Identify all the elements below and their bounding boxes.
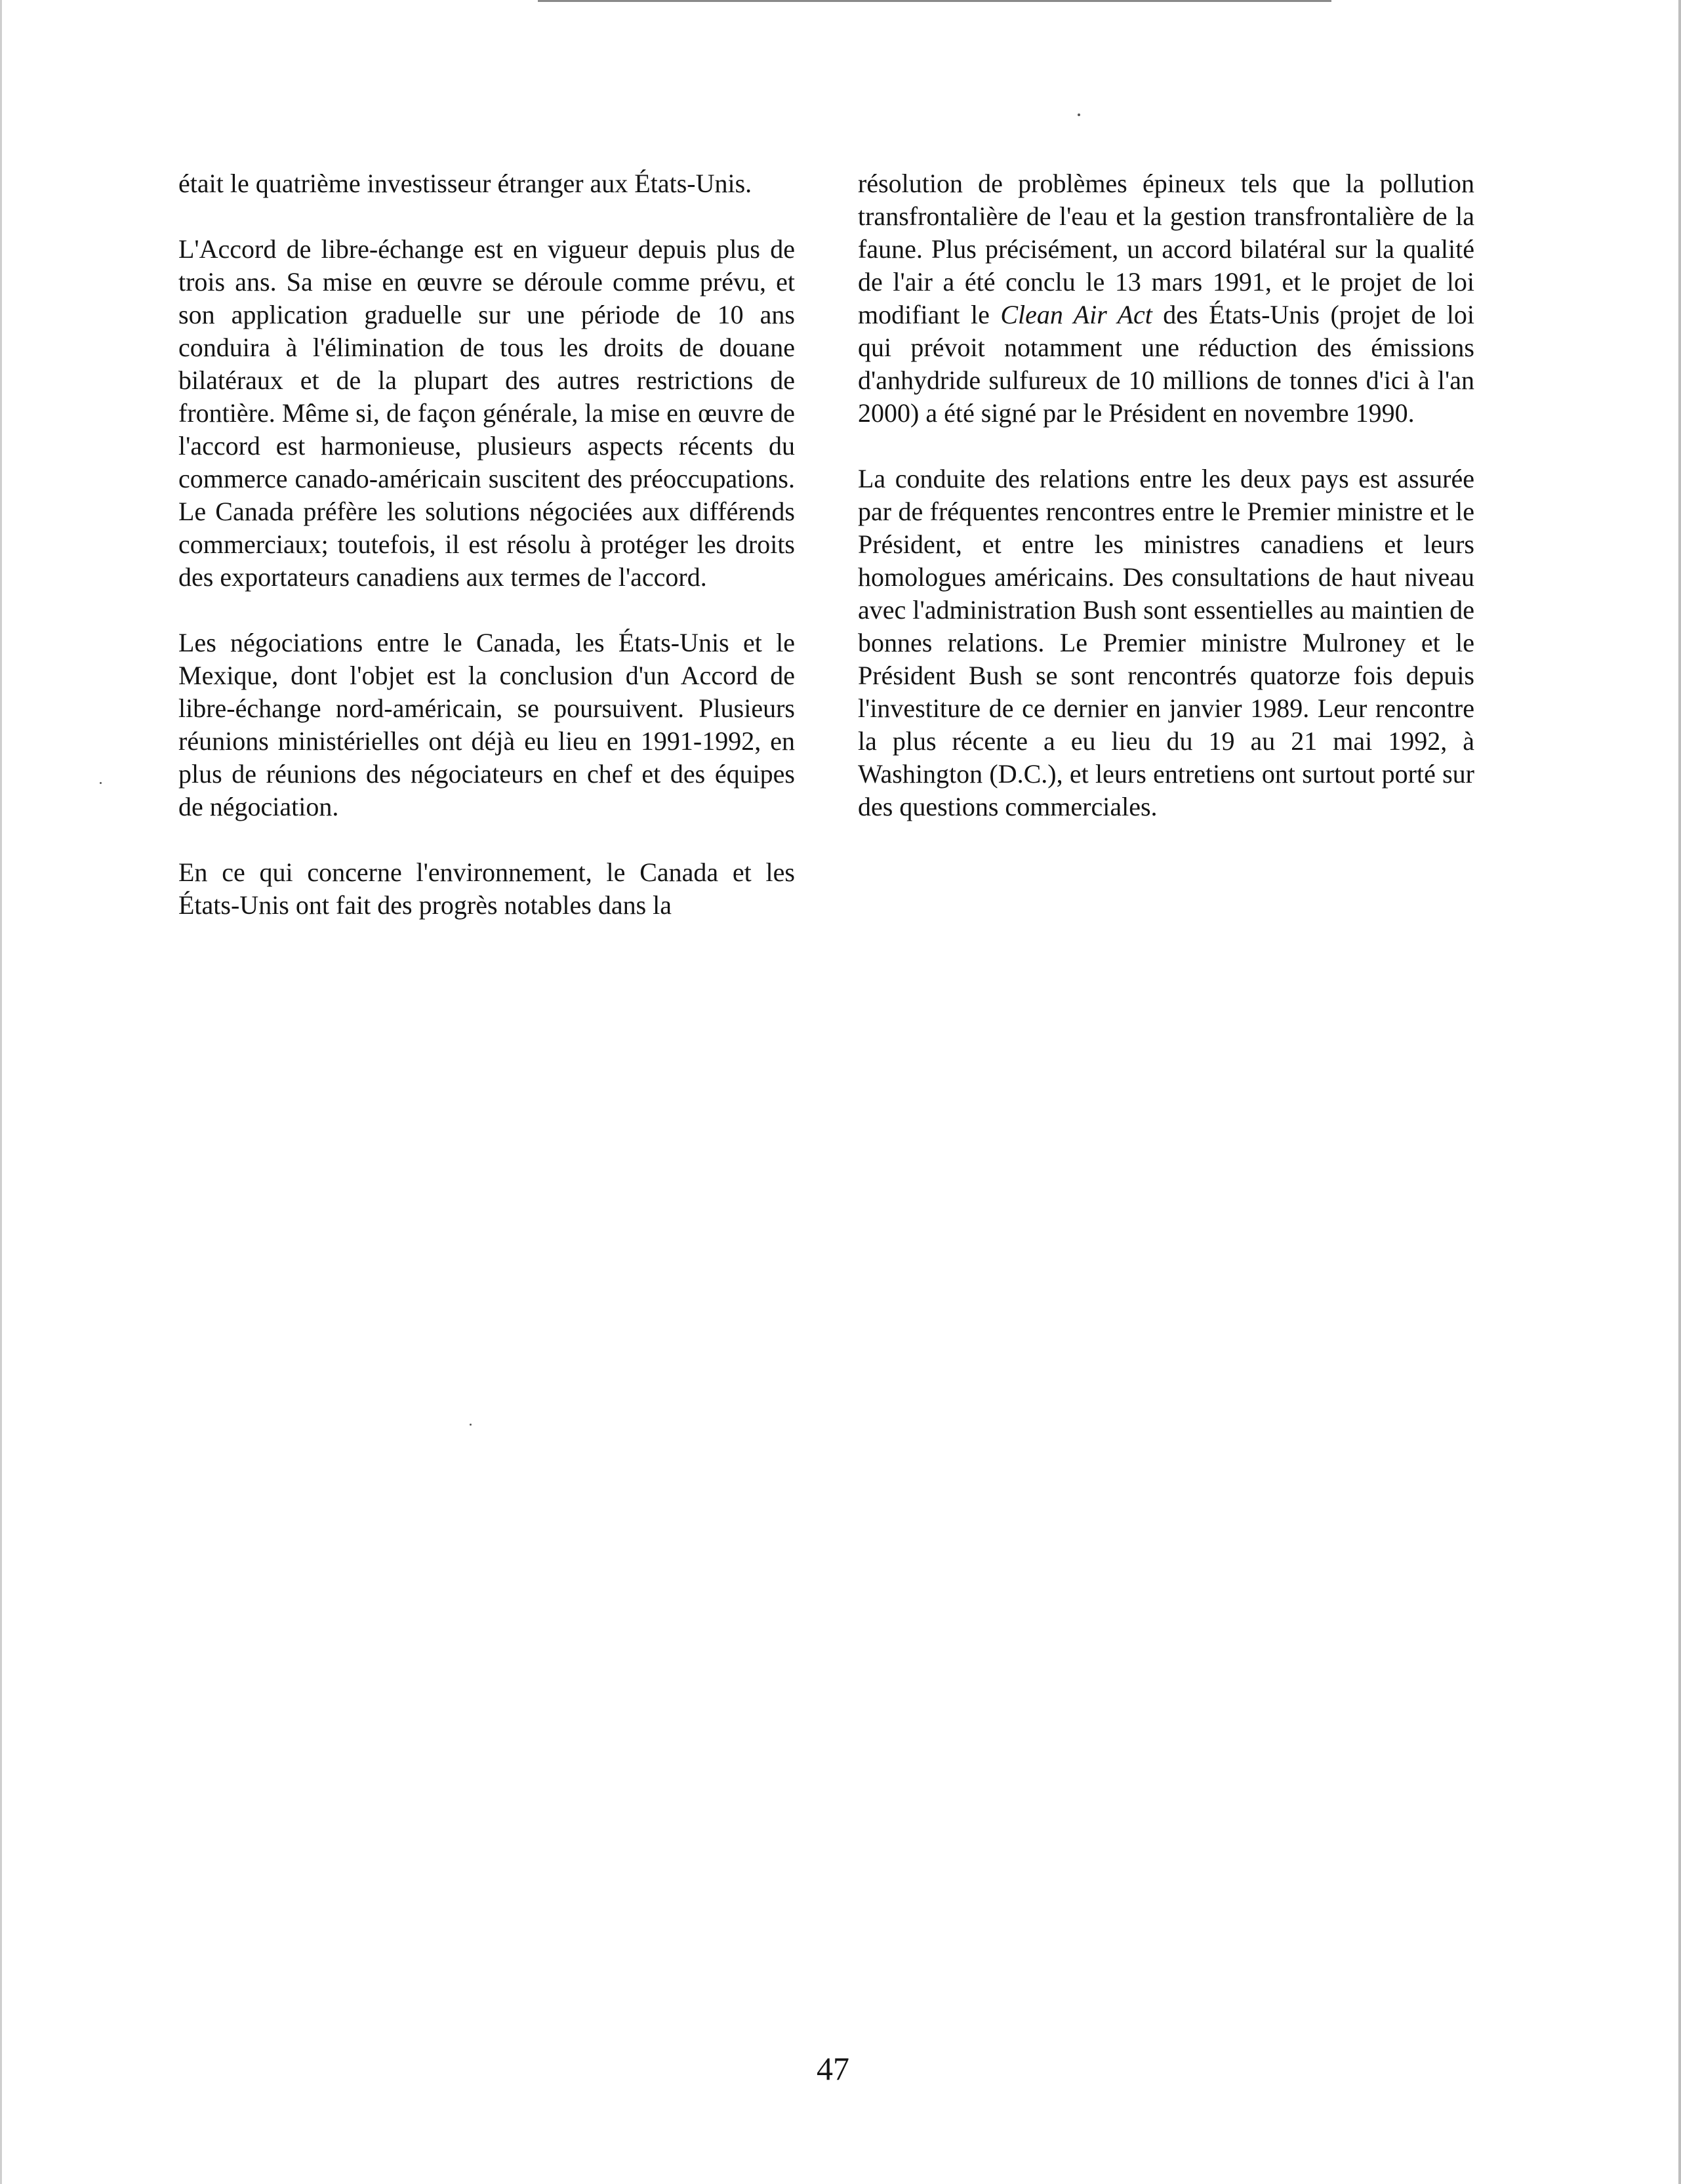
act-title: Clean Air Act bbox=[1000, 300, 1152, 329]
scan-speck bbox=[1078, 113, 1080, 116]
page-number: 47 bbox=[817, 2050, 849, 2087]
scan-speck bbox=[100, 782, 102, 784]
paragraph-text: des États-Unis (projet de loi qui prévoit notamment une réduction des émissions d'anhydride sulfureux de 10 millions de tonnes d'ici à l'an 2000) a été signé par le Président en novembre 1990. bbox=[858, 300, 1474, 428]
paragraph: L'Accord de libre-échange est en vigueur depuis plus de trois ans. Sa mise en œuvre se déroule comme prévu, et son application graduelle sur une période de 10 ans conduira à l'élimination de tous les droits de douane bilatéraux et de la plupart des autres restrictions de frontière. Même si, de façon générale, la mise en œuvre de l'accord est harmonieuse, plusieurs aspects récents du commerce canado-américain suscitent des préoccupations. Le Canada préfère les solutions négociées aux différends commerciaux; toutefois, il est résolu à protéger les droits des exportateurs canadiens aux termes de l'accord. bbox=[178, 234, 795, 592]
paragraph: La conduite des relations entre les deux pays est assurée par de fréquentes rencontres entre le Premier ministre et le Président, et entre les ministres canadiens et leurs homologues américains. Des consultations de haut niveau avec l'administration Bush sont essentielles au maintien de bonnes relations. Le Premier ministre Mulroney et le Président Bush se sont rencontrés quatorze fois depuis l'investiture de ce dernier en janvier 1989. Leur rencontre la plus récente a eu lieu du 19 au 21 mai 1992, à Washington (D.C.), et leurs entretiens ont surtout porté sur des questions commerciales. bbox=[858, 464, 1474, 821]
scan-top-rule bbox=[538, 0, 1331, 2]
scan-speck bbox=[470, 1424, 472, 1426]
scan-edge-left bbox=[0, 0, 2, 2184]
right-column bbox=[858, 167, 1474, 856]
paragraph: En ce qui concerne l'environnement, le Canada et les États-Unis ont fait des progrès notables dans la bbox=[178, 857, 795, 920]
paragraph bbox=[858, 167, 1474, 430]
paragraph-text: résolution de problèmes épineux tels que la pollution transfrontalière de l'eau et la gestion transfrontalière de la faune. Plus précisément, un accord bilatéral sur la qualité de l'air a été conclu le 13 mars 1991, et le projet de loi modifiant le bbox=[858, 169, 1474, 329]
scan-edge-right bbox=[1678, 0, 1681, 2184]
left-column bbox=[178, 167, 795, 955]
paragraph: était le quatrième investisseur étranger aux États-Unis. bbox=[178, 169, 752, 198]
paragraph: Les négociations entre le Canada, les États-Unis et le Mexique, dont l'objet est la conclusion d'un Accord de libre-échange nord-américain, se poursuivent. Plusieurs réunions ministérielles ont déjà eu lieu en 1991-1992, en plus de réunions des négociateurs en chef et des équipes de négociation. bbox=[178, 628, 795, 821]
